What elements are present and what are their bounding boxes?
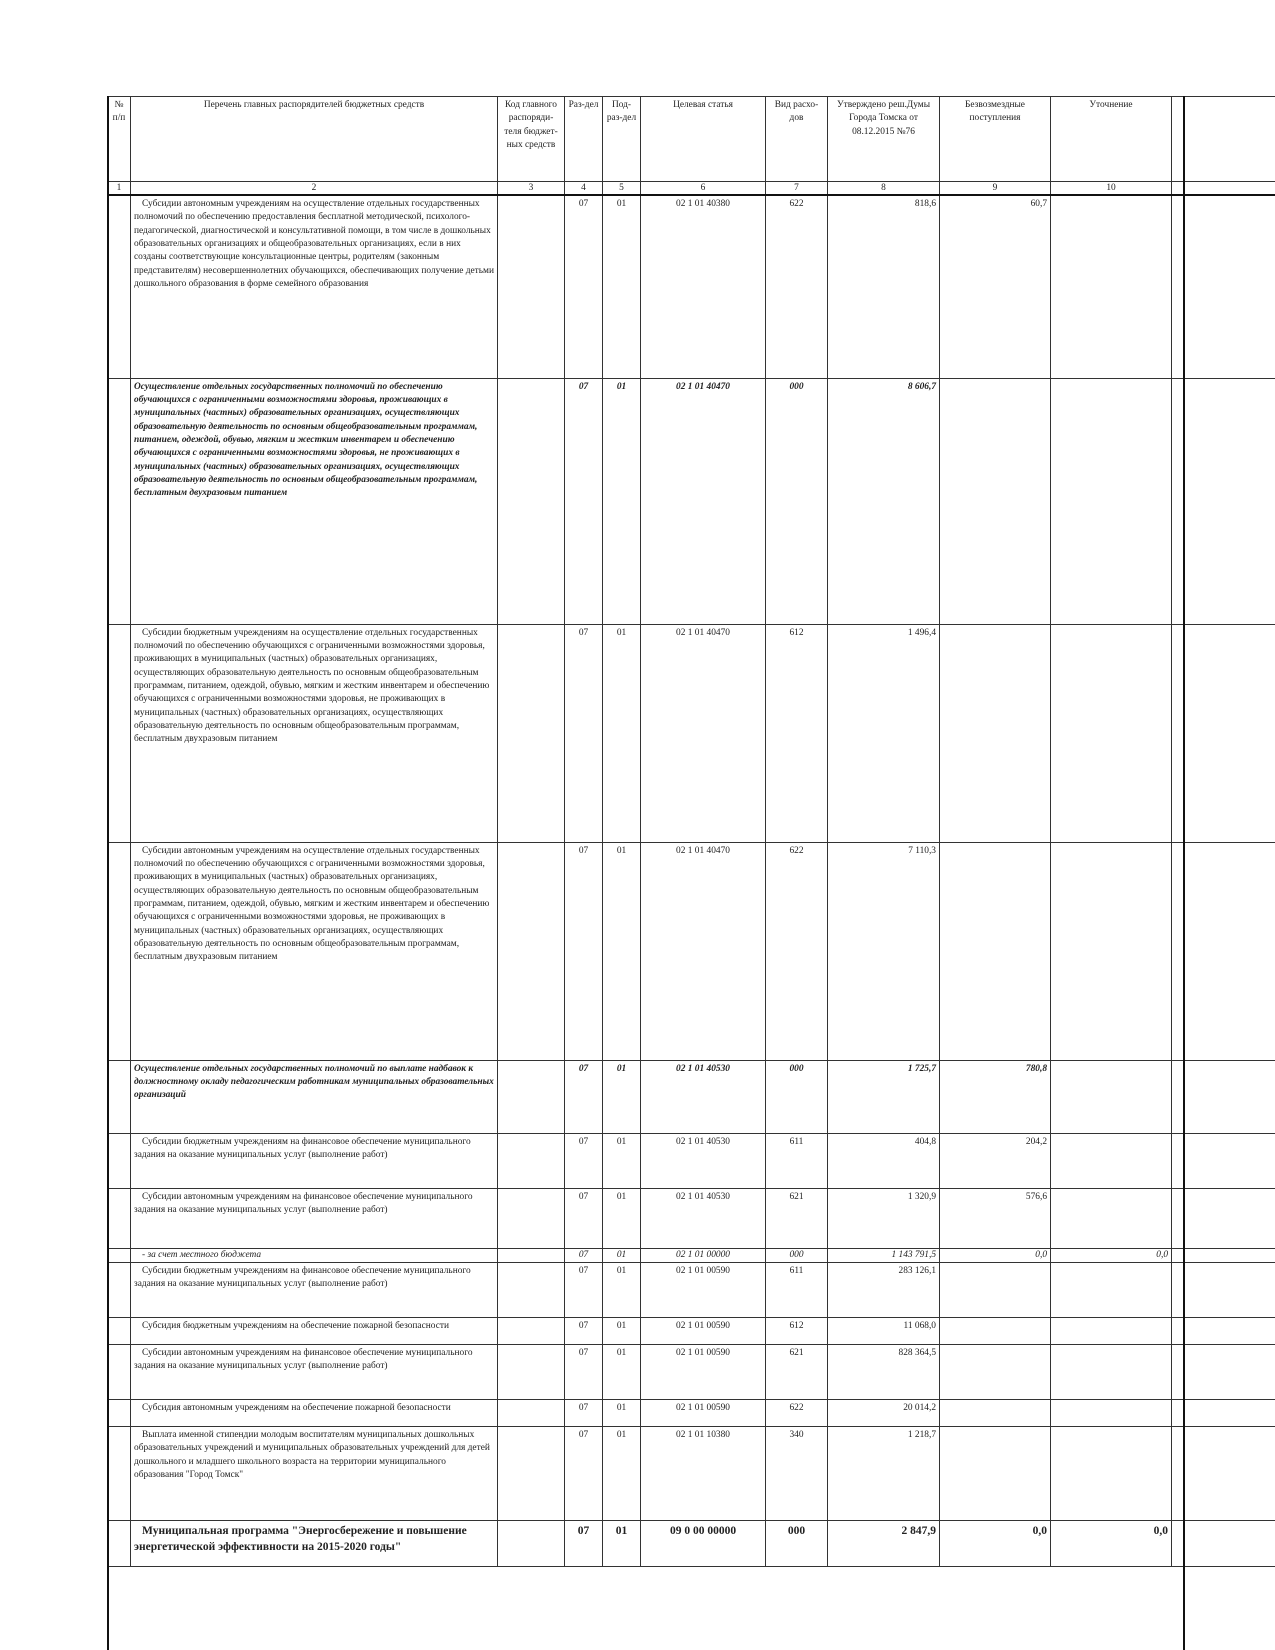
cell-free-receipts <box>940 842 1051 1060</box>
cell-podrazdel: 01 <box>603 195 641 378</box>
cell-free-receipts: 204,2 <box>940 1133 1051 1188</box>
cell-number <box>108 1188 131 1248</box>
cell-name: Выплата именной стипендии молодым воспитателям муниципальных дошкольных образовательных учреждений и муниципальных образовательных учреждений для детей дошкольного и младшего школьного возраста на территории муниципального образования "Город Томск" <box>131 1426 498 1520</box>
cell-number <box>108 378 131 624</box>
col-number: 4 <box>565 182 603 196</box>
cell-name: Осуществление отдельных государственных полномочий по обеспечению обучающихся с ограниченными возможностями здоровья, проживающих в муниципальных (частных) образовательных организациях, осуществляющих образовательную деятельность по основным общеобразовательным программам, питанием, одеждой, обувью, мягким и жестким инвентарем и обеспечению обучающихся с ограниченными возможностями здоровья, не проживающих в муниципальных (частных) образовательных организациях, осуществляющих образовательную деятельность по основным общеобразовательным программам, бесплатным двухразовым питанием <box>131 378 498 624</box>
cell-razdel: 07 <box>565 195 603 378</box>
col-header-name: Перечень главных распорядителей бюджетных средств <box>131 97 498 182</box>
cell-clarification <box>1051 1317 1172 1344</box>
cell-approved: 818,6 <box>828 195 940 378</box>
cell-name: Субсидии автономным учреждениям на финансовое обеспечение муниципального задания на оказание муниципальных услуг (выполнение работ) <box>131 1188 498 1248</box>
col-number: 3 <box>498 182 565 196</box>
cell-number <box>108 1133 131 1188</box>
cell-extra <box>1172 1188 1275 1248</box>
col-header-razdel: Раз-дел <box>565 97 603 182</box>
cell-razdel: 07 <box>565 1426 603 1520</box>
cell-code <box>498 1248 565 1262</box>
cell-approved: 283 126,1 <box>828 1262 940 1317</box>
cell-free-receipts <box>940 624 1051 842</box>
table-row <box>108 1248 1275 1262</box>
cell-code <box>498 1133 565 1188</box>
cell-clarification <box>1051 842 1172 1060</box>
table-row <box>108 1399 1275 1426</box>
cell-razdel: 07 <box>565 1262 603 1317</box>
cell-razdel: 07 <box>565 1248 603 1262</box>
cell-expense-type: 622 <box>766 842 828 1060</box>
col-number: 7 <box>766 182 828 196</box>
cell-free-receipts <box>940 1317 1051 1344</box>
budget-table <box>107 96 1275 1567</box>
cell-target-article: 02 1 01 40470 <box>641 624 766 842</box>
cell-name: - за счет местного бюджета <box>131 1248 498 1262</box>
table-row <box>108 624 1275 842</box>
cell-clarification <box>1051 1133 1172 1188</box>
column-number-row <box>108 182 1275 196</box>
cell-free-receipts <box>940 1262 1051 1317</box>
cell-approved: 1 725,7 <box>828 1060 940 1133</box>
cell-target-article: 02 1 01 40470 <box>641 378 766 624</box>
cell-code <box>498 1317 565 1344</box>
cell-podrazdel: 01 <box>603 1344 641 1399</box>
col-number: 10 <box>1051 182 1172 196</box>
cell-extra <box>1172 1399 1275 1426</box>
cell-podrazdel: 01 <box>603 1426 641 1520</box>
cell-target-article: 02 1 01 40380 <box>641 195 766 378</box>
col-number: 5 <box>603 182 641 196</box>
cell-extra <box>1172 624 1275 842</box>
cell-approved: 2 847,9 <box>828 1520 940 1566</box>
cell-razdel: 07 <box>565 624 603 842</box>
table-row <box>108 1188 1275 1248</box>
cell-razdel: 07 <box>565 1060 603 1133</box>
cell-clarification <box>1051 1060 1172 1133</box>
col-header-podrazdel: Под-раз-дел <box>603 97 641 182</box>
cell-expense-type: 000 <box>766 1520 828 1566</box>
table-row <box>108 378 1275 624</box>
cell-clarification: 0,0 <box>1051 1520 1172 1566</box>
cell-razdel: 07 <box>565 842 603 1060</box>
cell-approved: 1 320,9 <box>828 1188 940 1248</box>
cell-target-article: 02 1 01 00590 <box>641 1262 766 1317</box>
cell-code <box>498 1060 565 1133</box>
cell-razdel: 07 <box>565 1317 603 1344</box>
cell-expense-type: 621 <box>766 1344 828 1399</box>
cell-clarification <box>1051 1399 1172 1426</box>
cell-target-article: 02 1 01 00000 <box>641 1248 766 1262</box>
cell-code <box>498 1520 565 1566</box>
table-row <box>108 1060 1275 1133</box>
cell-number <box>108 1399 131 1426</box>
cell-name: Субсидия автономным учреждениям на обеспечение пожарной безопасности <box>131 1399 498 1426</box>
cell-clarification <box>1051 1188 1172 1248</box>
cell-clarification <box>1051 1344 1172 1399</box>
cell-name: Субсидии автономным учреждениям на финансовое обеспечение муниципального задания на оказание муниципальных услуг (выполнение работ) <box>131 1344 498 1399</box>
col-header-free-receipts: Безвозмездные поступления <box>940 97 1051 182</box>
col-number: 9 <box>940 182 1051 196</box>
col-number: 8 <box>828 182 940 196</box>
cell-extra <box>1172 842 1275 1060</box>
cell-podrazdel: 01 <box>603 1317 641 1344</box>
cell-free-receipts: 576,6 <box>940 1188 1051 1248</box>
col-header-clarification: Уточнение <box>1051 97 1172 182</box>
cell-target-article: 02 1 01 10380 <box>641 1426 766 1520</box>
cell-extra <box>1172 1248 1275 1262</box>
cell-clarification <box>1051 1262 1172 1317</box>
cell-code <box>498 842 565 1060</box>
cell-extra <box>1172 1317 1275 1344</box>
table-row <box>108 1133 1275 1188</box>
cell-approved: 828 364,5 <box>828 1344 940 1399</box>
cell-code <box>498 624 565 842</box>
cell-approved: 1 218,7 <box>828 1426 940 1520</box>
table-row <box>108 1426 1275 1520</box>
cell-free-receipts <box>940 378 1051 624</box>
cell-code <box>498 378 565 624</box>
cell-approved: 404,8 <box>828 1133 940 1188</box>
cell-podrazdel: 01 <box>603 1248 641 1262</box>
cell-name: Осуществление отдельных государственных полномочий по выплате надбавок к должностному окладу педагогическим работникам муниципальных образовательных организаций <box>131 1060 498 1133</box>
cell-extra <box>1172 1060 1275 1133</box>
cell-extra <box>1172 1344 1275 1399</box>
cell-podrazdel: 01 <box>603 1399 641 1426</box>
cell-clarification <box>1051 378 1172 624</box>
cell-approved: 1 496,4 <box>828 624 940 842</box>
cell-clarification <box>1051 624 1172 842</box>
cell-expense-type: 622 <box>766 1399 828 1426</box>
table-row <box>108 1262 1275 1317</box>
cell-name: Субсидия бюджетным учреждениям на обеспечение пожарной безопасности <box>131 1317 498 1344</box>
cell-target-article: 02 1 01 00590 <box>641 1399 766 1426</box>
cell-clarification: 0,0 <box>1051 1248 1172 1262</box>
cell-name: Субсидии бюджетным учреждениям на финансовое обеспечение муниципального задания на оказание муниципальных услуг (выполнение работ) <box>131 1262 498 1317</box>
cell-free-receipts: 0,0 <box>940 1520 1051 1566</box>
cell-podrazdel: 01 <box>603 1060 641 1133</box>
cell-extra <box>1172 1133 1275 1188</box>
cell-expense-type: 340 <box>766 1426 828 1520</box>
cell-expense-type: 000 <box>766 378 828 624</box>
cell-name: Субсидии автономным учреждениям на осуществление отдельных государственных полномочий по обеспечению обучающихся с ограниченными возможностями здоровья, проживающих в муниципальных (частных) образовательных организациях, осуществляющих образовательную деятельность по основным общеобразовательным программам, питанием, одеждой, обувью, мягким и жестким инвентарем и обеспечению обучающихся с ограниченными возможностями здоровья, не проживающих в муниципальных (частных) образовательных организациях, осуществляющих образовательную деятельность по основным общеобразовательным программам, бесплатным двухразовым питанием <box>131 842 498 1060</box>
col-header-extra <box>1172 97 1275 182</box>
cell-clarification <box>1051 1426 1172 1520</box>
cell-expense-type: 621 <box>766 1188 828 1248</box>
cell-expense-type: 622 <box>766 195 828 378</box>
cell-free-receipts: 0,0 <box>940 1248 1051 1262</box>
cell-podrazdel: 01 <box>603 1133 641 1188</box>
cell-extra <box>1172 378 1275 624</box>
cell-podrazdel: 01 <box>603 378 641 624</box>
budget-table-sheet <box>107 96 1275 1567</box>
col-number: 6 <box>641 182 766 196</box>
col-header-target-article: Целевая статья <box>641 97 766 182</box>
cell-razdel: 07 <box>565 1133 603 1188</box>
cell-expense-type: 000 <box>766 1248 828 1262</box>
table-right-border <box>1183 96 1185 1650</box>
cell-free-receipts: 60,7 <box>940 195 1051 378</box>
cell-code <box>498 1262 565 1317</box>
cell-number <box>108 842 131 1060</box>
cell-free-receipts <box>940 1399 1051 1426</box>
table-row <box>108 1520 1275 1566</box>
cell-code <box>498 1399 565 1426</box>
cell-razdel: 07 <box>565 1188 603 1248</box>
cell-number <box>108 1060 131 1133</box>
cell-extra <box>1172 195 1275 378</box>
cell-clarification <box>1051 195 1172 378</box>
table-row <box>108 1344 1275 1399</box>
col-header-expense-type: Вид расхо-дов <box>766 97 828 182</box>
col-header-approved: Утверждено реш.Думы Города Томска от 08.12.2015 №76 <box>828 97 940 182</box>
col-number: 2 <box>131 182 498 196</box>
cell-target-article: 02 1 01 40530 <box>641 1133 766 1188</box>
cell-name: Субсидии автономным учреждениям на осуществление отдельных государственных полномочий по обеспечению предоставления бесплатной методической, психолого-педагогической, диагностической и консультативной помощи, в том числе в дошкольных образовательных организациях и общеобразовательных организациях, если в них созданы соответствующие консультационные центры, родителям (законным представителям) несовершеннолетних обучающихся, обеспечивающих получение детьми дошкольного образования в форме семейного образования <box>131 195 498 378</box>
cell-code <box>498 195 565 378</box>
cell-name: Субсидии бюджетным учреждениям на осуществление отдельных государственных полномочий по обеспечению обучающихся с ограниченными возможностями здоровья, проживающих в муниципальных (частных) образовательных организациях, осуществляющих образовательную деятельность по основным общеобразовательным программам, питанием, одеждой, обувью, мягким и жестким инвентарем и обеспечению обучающихся с ограниченными возможностями здоровья, не проживающих в муниципальных (частных) образовательных организациях, осуществляющих образовательную деятельность по основным общеобразовательным программам, бесплатным двухразовым питанием <box>131 624 498 842</box>
cell-name: Субсидии бюджетным учреждениям на финансовое обеспечение муниципального задания на оказание муниципальных услуг (выполнение работ) <box>131 1133 498 1188</box>
cell-extra <box>1172 1262 1275 1317</box>
cell-number <box>108 1344 131 1399</box>
table-body <box>108 195 1275 1566</box>
cell-approved: 7 110,3 <box>828 842 940 1060</box>
cell-approved: 1 143 791,5 <box>828 1248 940 1262</box>
cell-free-receipts <box>940 1344 1051 1399</box>
cell-expense-type: 612 <box>766 1317 828 1344</box>
cell-expense-type: 611 <box>766 1262 828 1317</box>
cell-expense-type: 611 <box>766 1133 828 1188</box>
cell-razdel: 07 <box>565 1520 603 1566</box>
table-left-border <box>107 96 109 1650</box>
table-row <box>108 842 1275 1060</box>
cell-approved: 8 606,7 <box>828 378 940 624</box>
cell-podrazdel: 01 <box>603 1520 641 1566</box>
cell-expense-type: 612 <box>766 624 828 842</box>
cell-number <box>108 1248 131 1262</box>
cell-expense-type: 000 <box>766 1060 828 1133</box>
col-header-number: № п/п <box>108 97 131 182</box>
cell-free-receipts: 780,8 <box>940 1060 1051 1133</box>
cell-number <box>108 1520 131 1566</box>
cell-target-article: 02 1 01 40530 <box>641 1188 766 1248</box>
cell-code <box>498 1344 565 1399</box>
col-number <box>1172 182 1275 196</box>
cell-number <box>108 1317 131 1344</box>
cell-extra <box>1172 1426 1275 1520</box>
cell-razdel: 07 <box>565 1399 603 1426</box>
cell-approved: 20 014,2 <box>828 1399 940 1426</box>
cell-target-article: 02 1 01 00590 <box>641 1344 766 1399</box>
cell-podrazdel: 01 <box>603 624 641 842</box>
cell-target-article: 02 1 01 00590 <box>641 1317 766 1344</box>
col-header-code: Код главного распоряди-теля бюджет-ных средств <box>498 97 565 182</box>
header-row <box>108 97 1275 182</box>
cell-razdel: 07 <box>565 378 603 624</box>
cell-podrazdel: 01 <box>603 1262 641 1317</box>
cell-free-receipts <box>940 1426 1051 1520</box>
cell-target-article: 02 1 01 40530 <box>641 1060 766 1133</box>
cell-podrazdel: 01 <box>603 842 641 1060</box>
cell-number <box>108 1262 131 1317</box>
cell-number <box>108 195 131 378</box>
cell-razdel: 07 <box>565 1344 603 1399</box>
cell-target-article: 09 0 00 00000 <box>641 1520 766 1566</box>
cell-code <box>498 1188 565 1248</box>
cell-target-article: 02 1 01 40470 <box>641 842 766 1060</box>
cell-approved: 11 068,0 <box>828 1317 940 1344</box>
cell-podrazdel: 01 <box>603 1188 641 1248</box>
table-row <box>108 195 1275 378</box>
table-row <box>108 1317 1275 1344</box>
cell-number <box>108 1426 131 1520</box>
cell-name: Муниципальная программа "Энергосбережение и повышение энергетической эффективности на 2015-2020 годы" <box>131 1520 498 1566</box>
cell-code <box>498 1426 565 1520</box>
col-number: 1 <box>108 182 131 196</box>
cell-number <box>108 624 131 842</box>
cell-extra <box>1172 1520 1275 1566</box>
